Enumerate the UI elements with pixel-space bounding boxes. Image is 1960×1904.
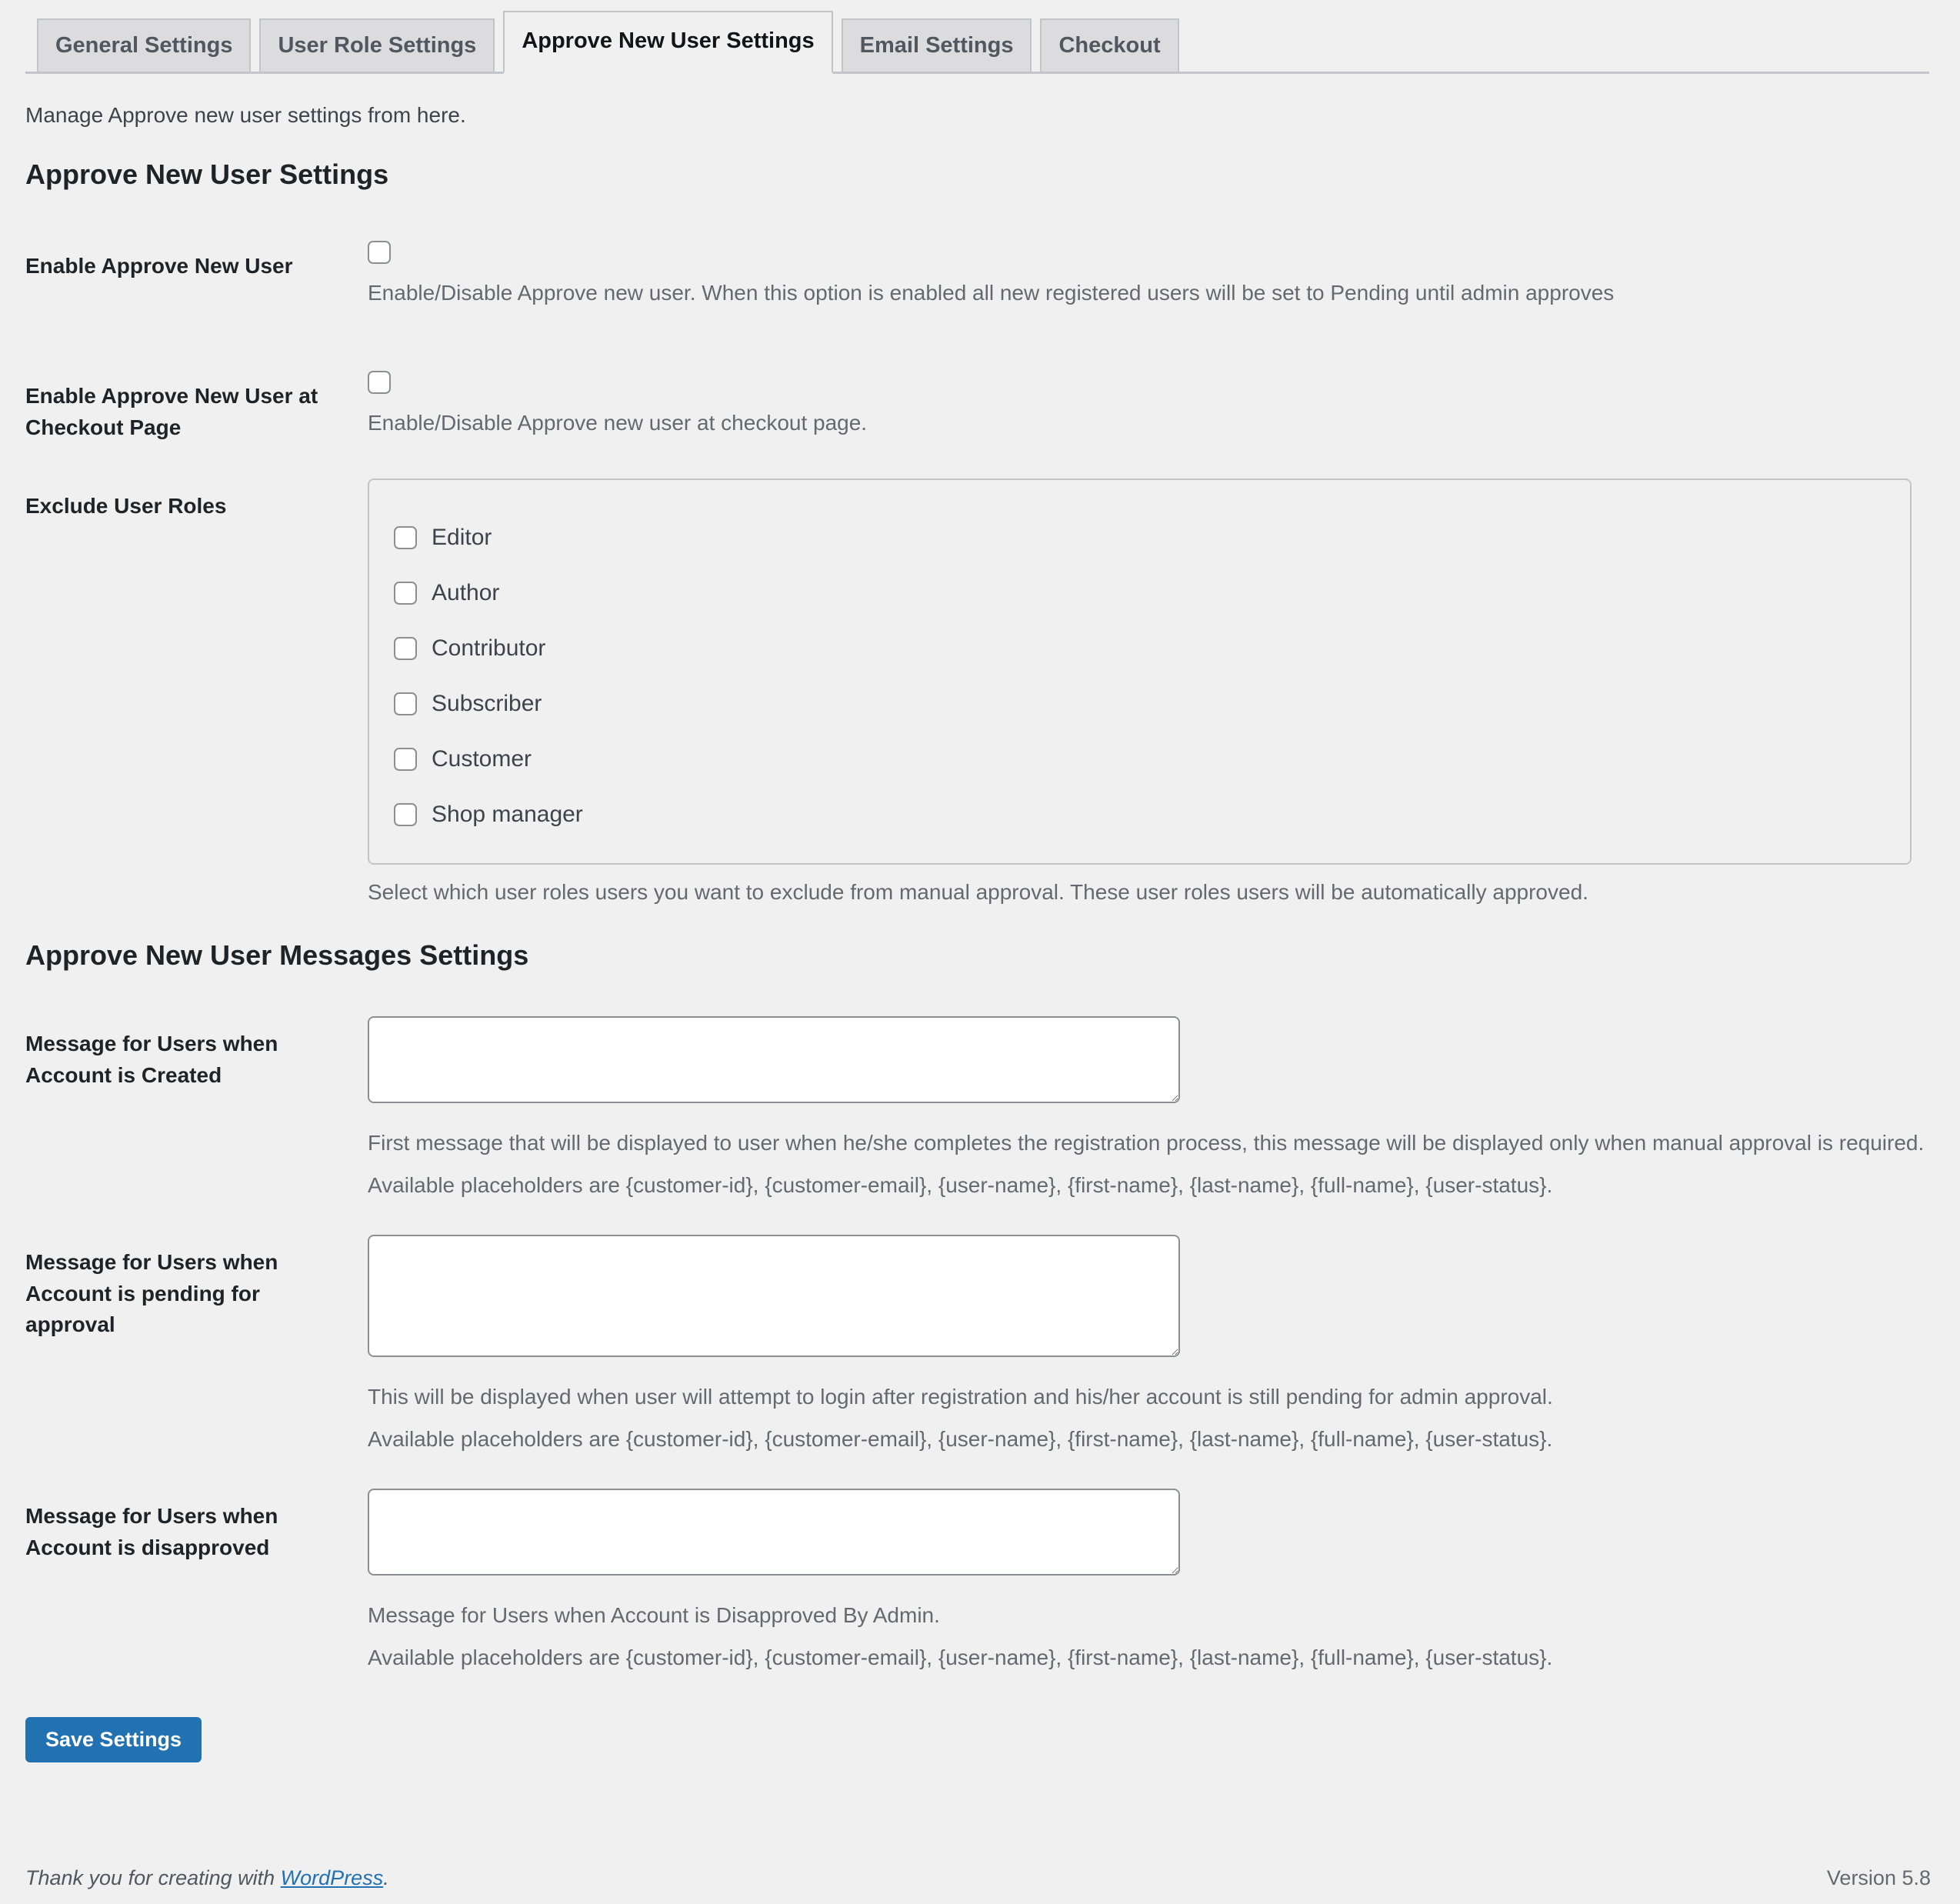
footer-version: Version 5.8 [1826,1866,1931,1889]
footer-thanks-text: Thank you for creating with [25,1866,281,1889]
message-account-pending-placeholders: Available placeholders are {customer-id}, {customer-email}, {user-name}, {first-name}, {last-name}, {full-name}, {user-status}. [368,1426,1553,1451]
row-exclude-user-roles [25,479,1929,909]
label-enable-approve-new-user: Enable Approve New User [25,254,293,278]
enable-approve-new-user-checkbox[interactable] [368,241,391,264]
role-label-subscriber: Subscriber [432,691,542,717]
label-message-account-disapproved: Message for Users when Account is disapproved [25,1504,278,1559]
role-checkbox-contributor[interactable] [394,637,417,660]
role-label-customer: Customer [432,746,532,772]
message-account-created-placeholders: Available placeholders are {customer-id}, {customer-email}, {user-name}, {first-name}, {last-name}, {full-name}, {user-status}. [368,1172,1553,1197]
message-account-disapproved-textarea[interactable] [368,1489,1180,1576]
section-heading-approve-settings: Approve New User Settings [25,158,389,190]
role-label-contributor: Contributor [432,635,546,662]
row-message-account-disapproved [25,1489,1929,1673]
approve-settings-form [25,238,1929,909]
section-heading-messages-settings: Approve New User Messages Settings [25,939,529,971]
tab-approve-new-user-settings[interactable]: Approve New User Settings [503,11,832,74]
row-enable-approve-checkout [25,368,1929,443]
role-option-editor[interactable] [394,525,1879,551]
admin-footer [25,1866,1931,1890]
role-checkbox-author[interactable] [394,582,417,605]
messages-settings-form [25,1016,1929,1674]
label-enable-approve-checkout: Enable Approve New User at Checkout Page [25,384,318,439]
enable-approve-new-user-description: Enable/Disable Approve new user. When this option is enabled all new registered users will be set to Pending until admin approves [368,280,1615,305]
message-account-created-description: First message that will be displayed to user when he/she completes the registration process, this message will be displayed only when manual approval is required. [368,1130,1925,1155]
role-option-customer[interactable] [394,746,1879,772]
message-account-pending-textarea[interactable] [368,1235,1180,1357]
save-settings-button[interactable]: Save Settings [25,1717,202,1762]
enable-approve-checkout-checkbox[interactable] [368,371,391,394]
exclude-roles-fieldset [368,479,1912,865]
message-account-pending-description: This will be displayed when user will attempt to login after registration and his/her account is still pending for admin approval. [368,1385,1553,1409]
label-message-account-pending: Message for Users when Account is pending for approval [25,1250,278,1337]
role-label-editor: Editor [432,525,492,551]
role-checkbox-shop-manager[interactable] [394,803,417,826]
settings-tab-bar [25,0,1929,74]
row-enable-approve-new-user [25,238,1929,308]
footer-thanks [25,1866,389,1890]
role-option-contributor[interactable] [394,635,1879,662]
tab-general-settings[interactable]: General Settings [37,18,251,72]
wordpress-link[interactable]: WordPress [280,1866,384,1889]
label-message-account-created: Message for Users when Account is Created [25,1031,278,1087]
role-label-shop-manager: Shop manager [432,802,583,828]
label-exclude-user-roles: Exclude User Roles [25,494,227,519]
enable-approve-checkout-description: Enable/Disable Approve new user at checkout page. [368,410,868,435]
role-label-author: Author [432,580,500,606]
message-account-created-textarea[interactable] [368,1016,1180,1103]
tab-user-role-settings[interactable]: User Role Settings [259,18,495,72]
tab-checkout[interactable]: Checkout [1040,18,1178,72]
role-option-shop-manager[interactable] [394,802,1879,828]
message-account-disapproved-description: Message for Users when Account is Disapproved By Admin. [368,1603,940,1628]
role-checkbox-editor[interactable] [394,526,417,549]
tab-email-settings[interactable]: Email Settings [842,18,1032,72]
role-checkbox-subscriber[interactable] [394,692,417,715]
exclude-roles-description: Select which user roles users you want to exclude from manual approval. These user roles users will be automatically approved. [368,880,1588,905]
role-option-subscriber[interactable] [394,691,1879,717]
role-option-author[interactable] [394,580,1879,606]
intro-text: Manage Approve new user settings from here. [25,103,466,127]
footer-thanks-suffix: . [383,1866,389,1889]
row-message-account-created [25,1016,1929,1201]
role-checkbox-customer[interactable] [394,748,417,771]
message-account-disapproved-placeholders: Available placeholders are {customer-id}, {customer-email}, {user-name}, {first-name}, {last-name}, {full-name}, {user-status}. [368,1645,1553,1669]
row-message-account-pending [25,1235,1929,1455]
